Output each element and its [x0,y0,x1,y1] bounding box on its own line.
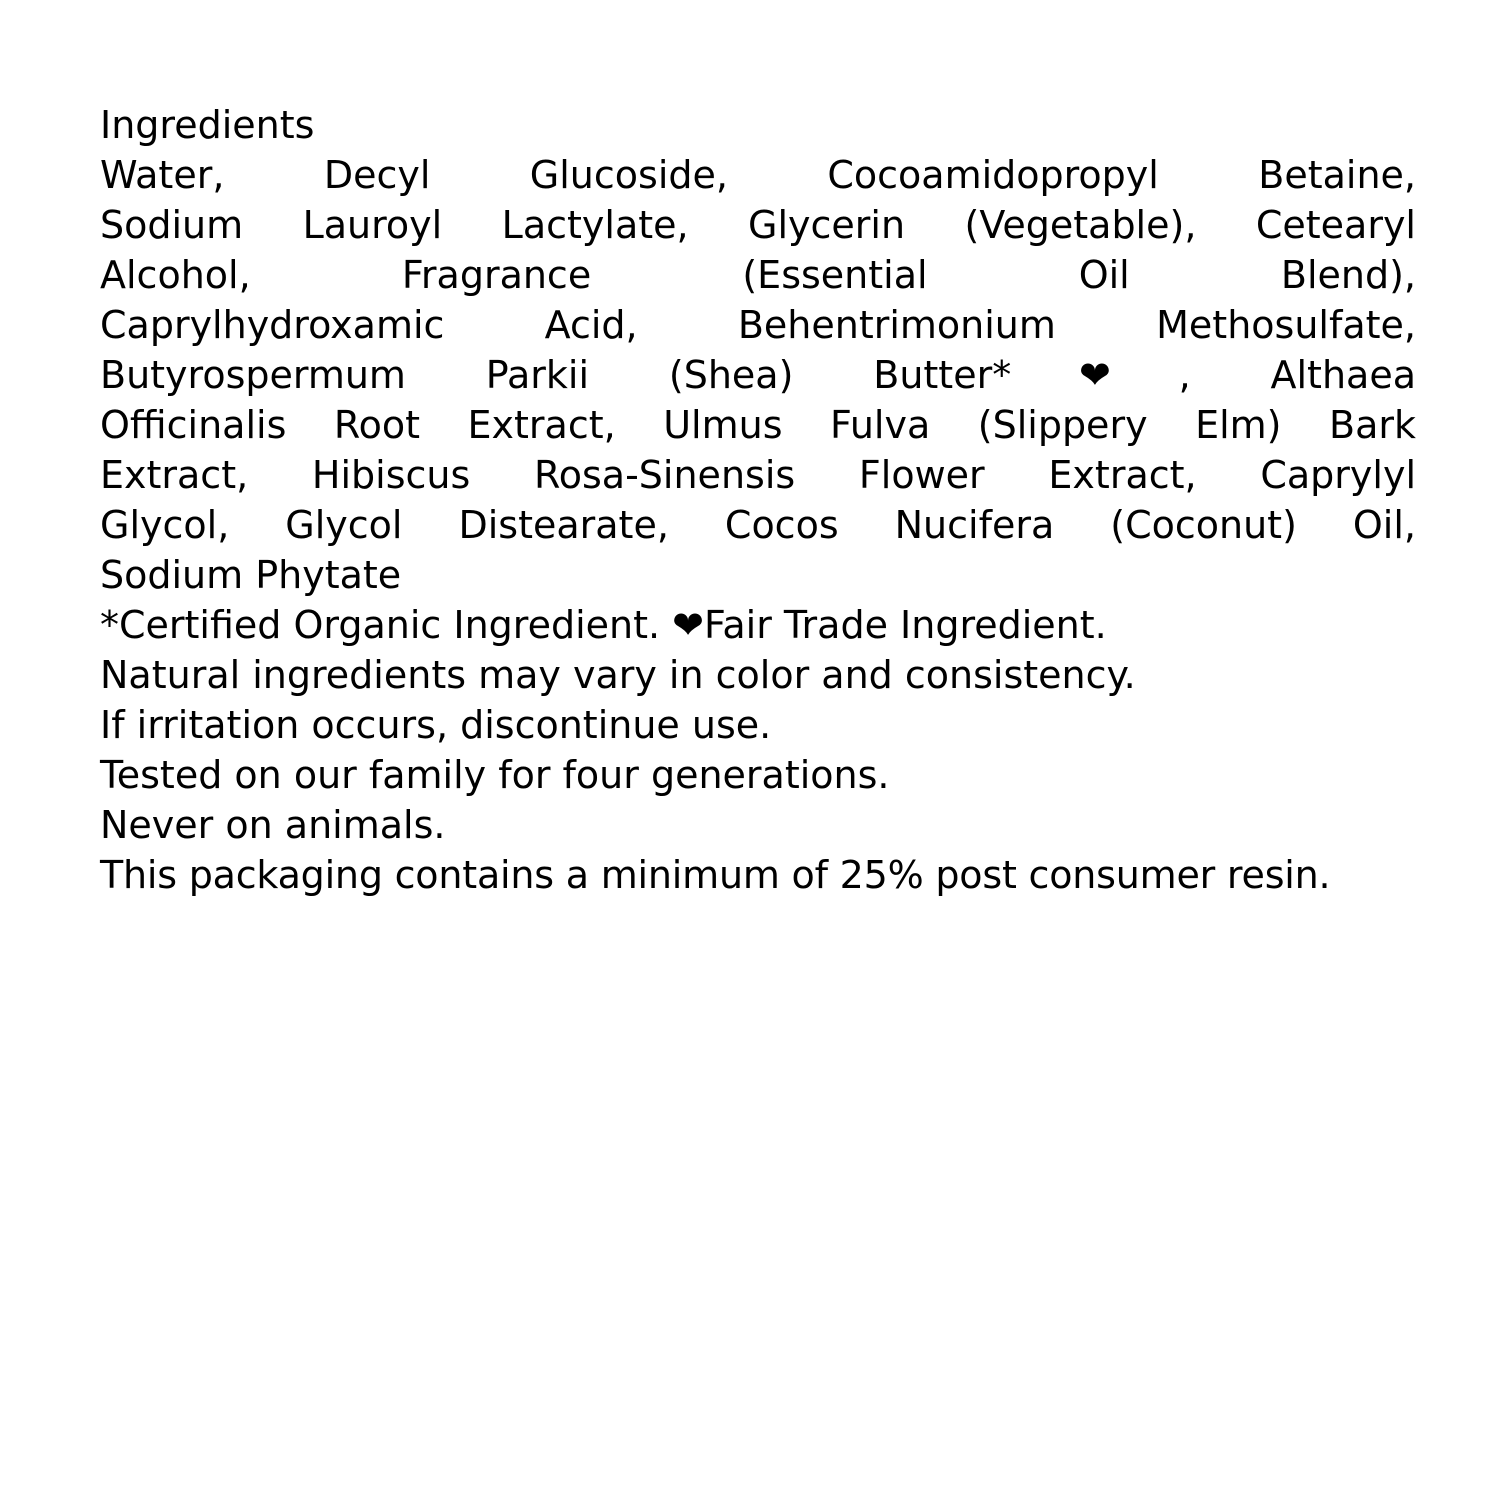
ingredients-heading: Ingredients [100,103,315,147]
ingredient-line: Water, Decyl Glucoside, Cocoamidopropyl Betaine, [100,153,1416,197]
irritation-warning: If irritation occurs, discontinue use. [100,703,772,747]
ingredient-line: Butyrospermum Parkii (Shea) Butter*❤, Althaea [100,353,1416,397]
packaging-note: This packaging contains a minimum of 25% post consumer resin. [100,853,1331,897]
ingredient-line: Sodium Phytate [100,553,402,597]
ingredient-line: Sodium Lauroyl Lactylate, Glycerin (Vegetable), Cetearyl [100,203,1416,247]
ingredients-label [100,100,1416,900]
ingredient-line: Caprylhydroxamic Acid, Behentrimonium Methosulfate, [100,303,1416,347]
family-tested-note: Tested on our family for four generations. [100,753,890,797]
ingredient-line: Extract, Hibiscus Rosa-Sinensis Flower Extract, Caprylyl [100,453,1416,497]
ingredient-line: Alcohol, Fragrance (Essential Oil Blend), [100,253,1416,297]
animal-testing-note: Never on animals. [100,803,446,847]
label-notes [100,600,1416,900]
certification-note: *Certified Organic Ingredient. ❤Fair Trade Ingredient. [100,603,1107,647]
ingredient-line: Glycol, Glycol Distearate, Cocos Nucifera (Coconut) Oil, [100,503,1416,547]
natural-variation-note: Natural ingredients may vary in color and consistency. [100,653,1136,697]
ingredient-line: Officinalis Root Extract, Ulmus Fulva (Slippery Elm) Bark [100,403,1416,447]
ingredients-list [100,150,1416,600]
